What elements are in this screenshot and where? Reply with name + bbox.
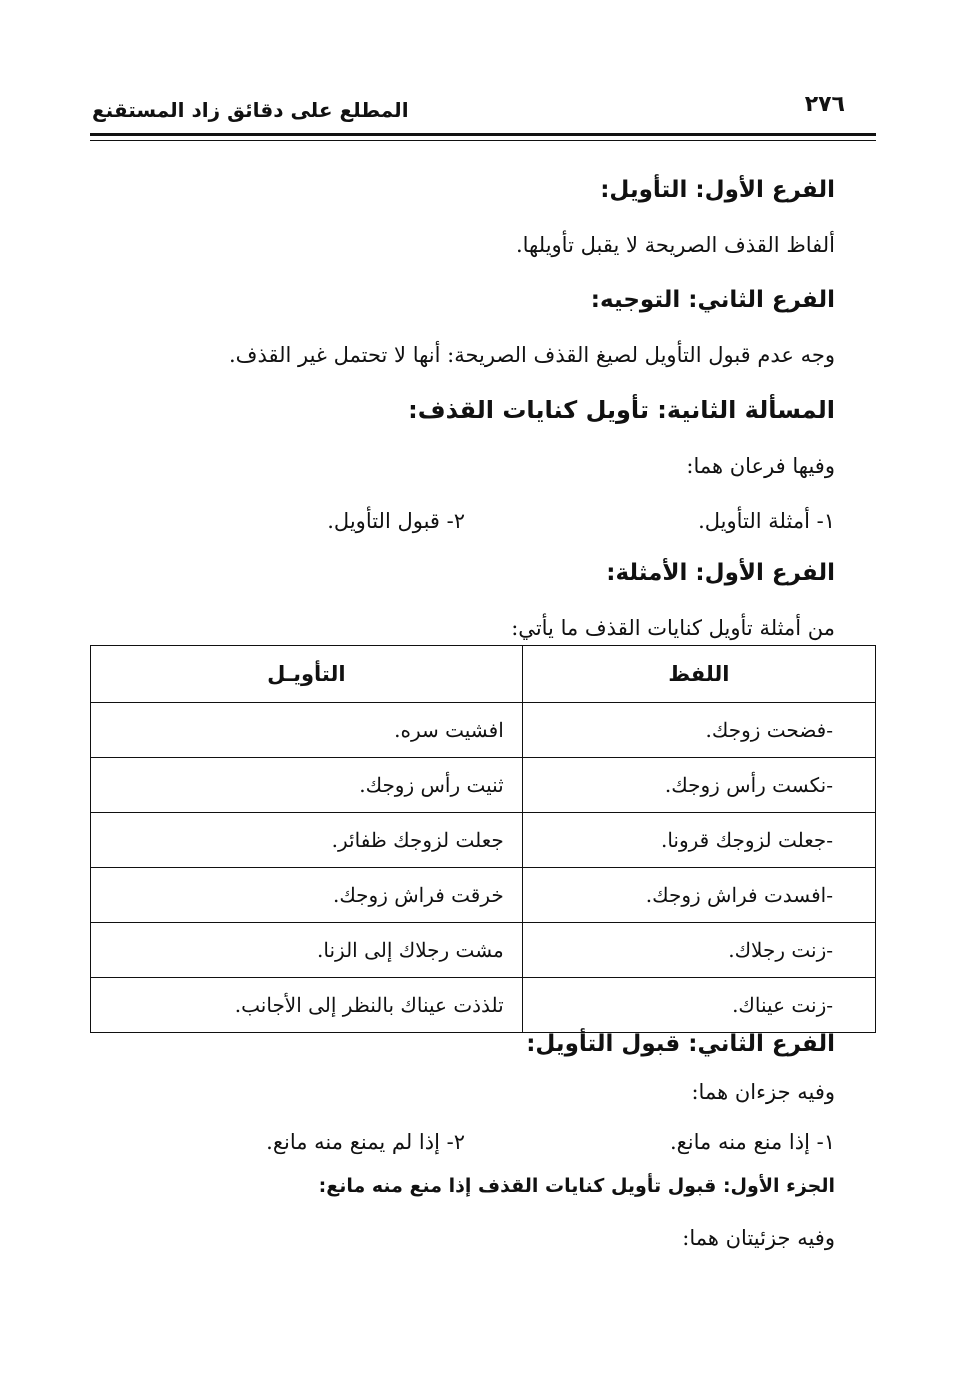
page-number: ٢٧٦ (804, 92, 845, 117)
paragraph-two-parts: وفيه جزءان هما: (691, 1080, 835, 1104)
running-title: المطلع على دقائق زاد المستقنع (92, 98, 409, 122)
table-cell-interpretation: تلذذت عيناك بالنظر إلى الأجانب. (91, 978, 523, 1033)
header-rule-thin (90, 140, 876, 141)
table-cell-interpretation: خرقت فراش زوجك. (91, 868, 523, 923)
table-cell-interpretation: افشيت سره. (91, 703, 523, 758)
table-cell-word: -افسدت فراش زوجك. (522, 868, 875, 923)
table-row (91, 813, 876, 868)
column-header-interpretation: التأويـل (91, 646, 523, 703)
part-item: ٢- إذا لم يمنع منه مانع. (266, 1130, 465, 1154)
main-content (115, 168, 835, 661)
table-cell-word: -زنت رجلاك. (522, 923, 875, 978)
examples-table-wrapper (90, 645, 876, 1033)
paragraph-reasoning: وجه عدم قبول التأويل لصيغ القذف الصريحة: أنها لا تحتمل غير القذف. (229, 343, 835, 367)
heading-second-branch-reasoning: الفرع الثاني: التوجيه: (590, 287, 835, 313)
examples-table (90, 645, 876, 1033)
paragraph-two-subparts: وفيه جزئيتان هما: (682, 1226, 835, 1250)
parts-list (115, 1120, 835, 1166)
table-row (91, 923, 876, 978)
heading-examples: الفرع الأول: الأمثلة: (606, 560, 835, 586)
table-header-row (91, 646, 876, 703)
branch-list (115, 499, 835, 551)
paragraph-explicit-words: ألفاظ القذف الصريحة لا يقبل تأويلها. (515, 233, 835, 257)
heading-first-part: الجزء الأول: قبول تأويل كنايات القذف إذا منع منه مانع: (318, 1175, 835, 1197)
part-item: ١- إذا منع منه مانع. (669, 1130, 835, 1154)
heading-first-branch-interpretation: الفرع الأول: التأويل: (600, 177, 835, 203)
heading-second-issue: المسألة الثانية: تأويل كنايات القذف: (408, 396, 835, 424)
branch-item: ١- أمثلة التأويل. (698, 509, 835, 533)
table-row (91, 703, 876, 758)
column-header-word: اللفظ (522, 646, 875, 703)
table-cell-word: -نكست رأس زوجك. (522, 758, 875, 813)
header-rule (90, 133, 876, 136)
table-cell-word: -جعلت لزوجك قرونا. (522, 813, 875, 868)
table-cell-interpretation: مشت رجلاك إلى الزنا. (91, 923, 523, 978)
table-cell-word: -فضحت زوجك. (522, 703, 875, 758)
table-cell-interpretation: جعلت لزوجك ظفائر. (91, 813, 523, 868)
table-cell-interpretation: ثنيت رأس زوجك. (91, 758, 523, 813)
branch-item: ٢- قبول التأويل. (327, 509, 465, 533)
paragraph-two-branches: وفيها فرعان هما: (686, 454, 835, 478)
table-cell-word: -زنت عيناك. (522, 978, 875, 1033)
heading-accepting-interpretation: الفرع الثاني: قبول التأويل: (526, 1031, 835, 1057)
paragraph-examples-intro: من أمثلة تأويل كنايات القذف ما يأتي: (511, 616, 835, 640)
table-row (91, 868, 876, 923)
table-row (91, 758, 876, 813)
after-table-content (115, 1022, 835, 1266)
